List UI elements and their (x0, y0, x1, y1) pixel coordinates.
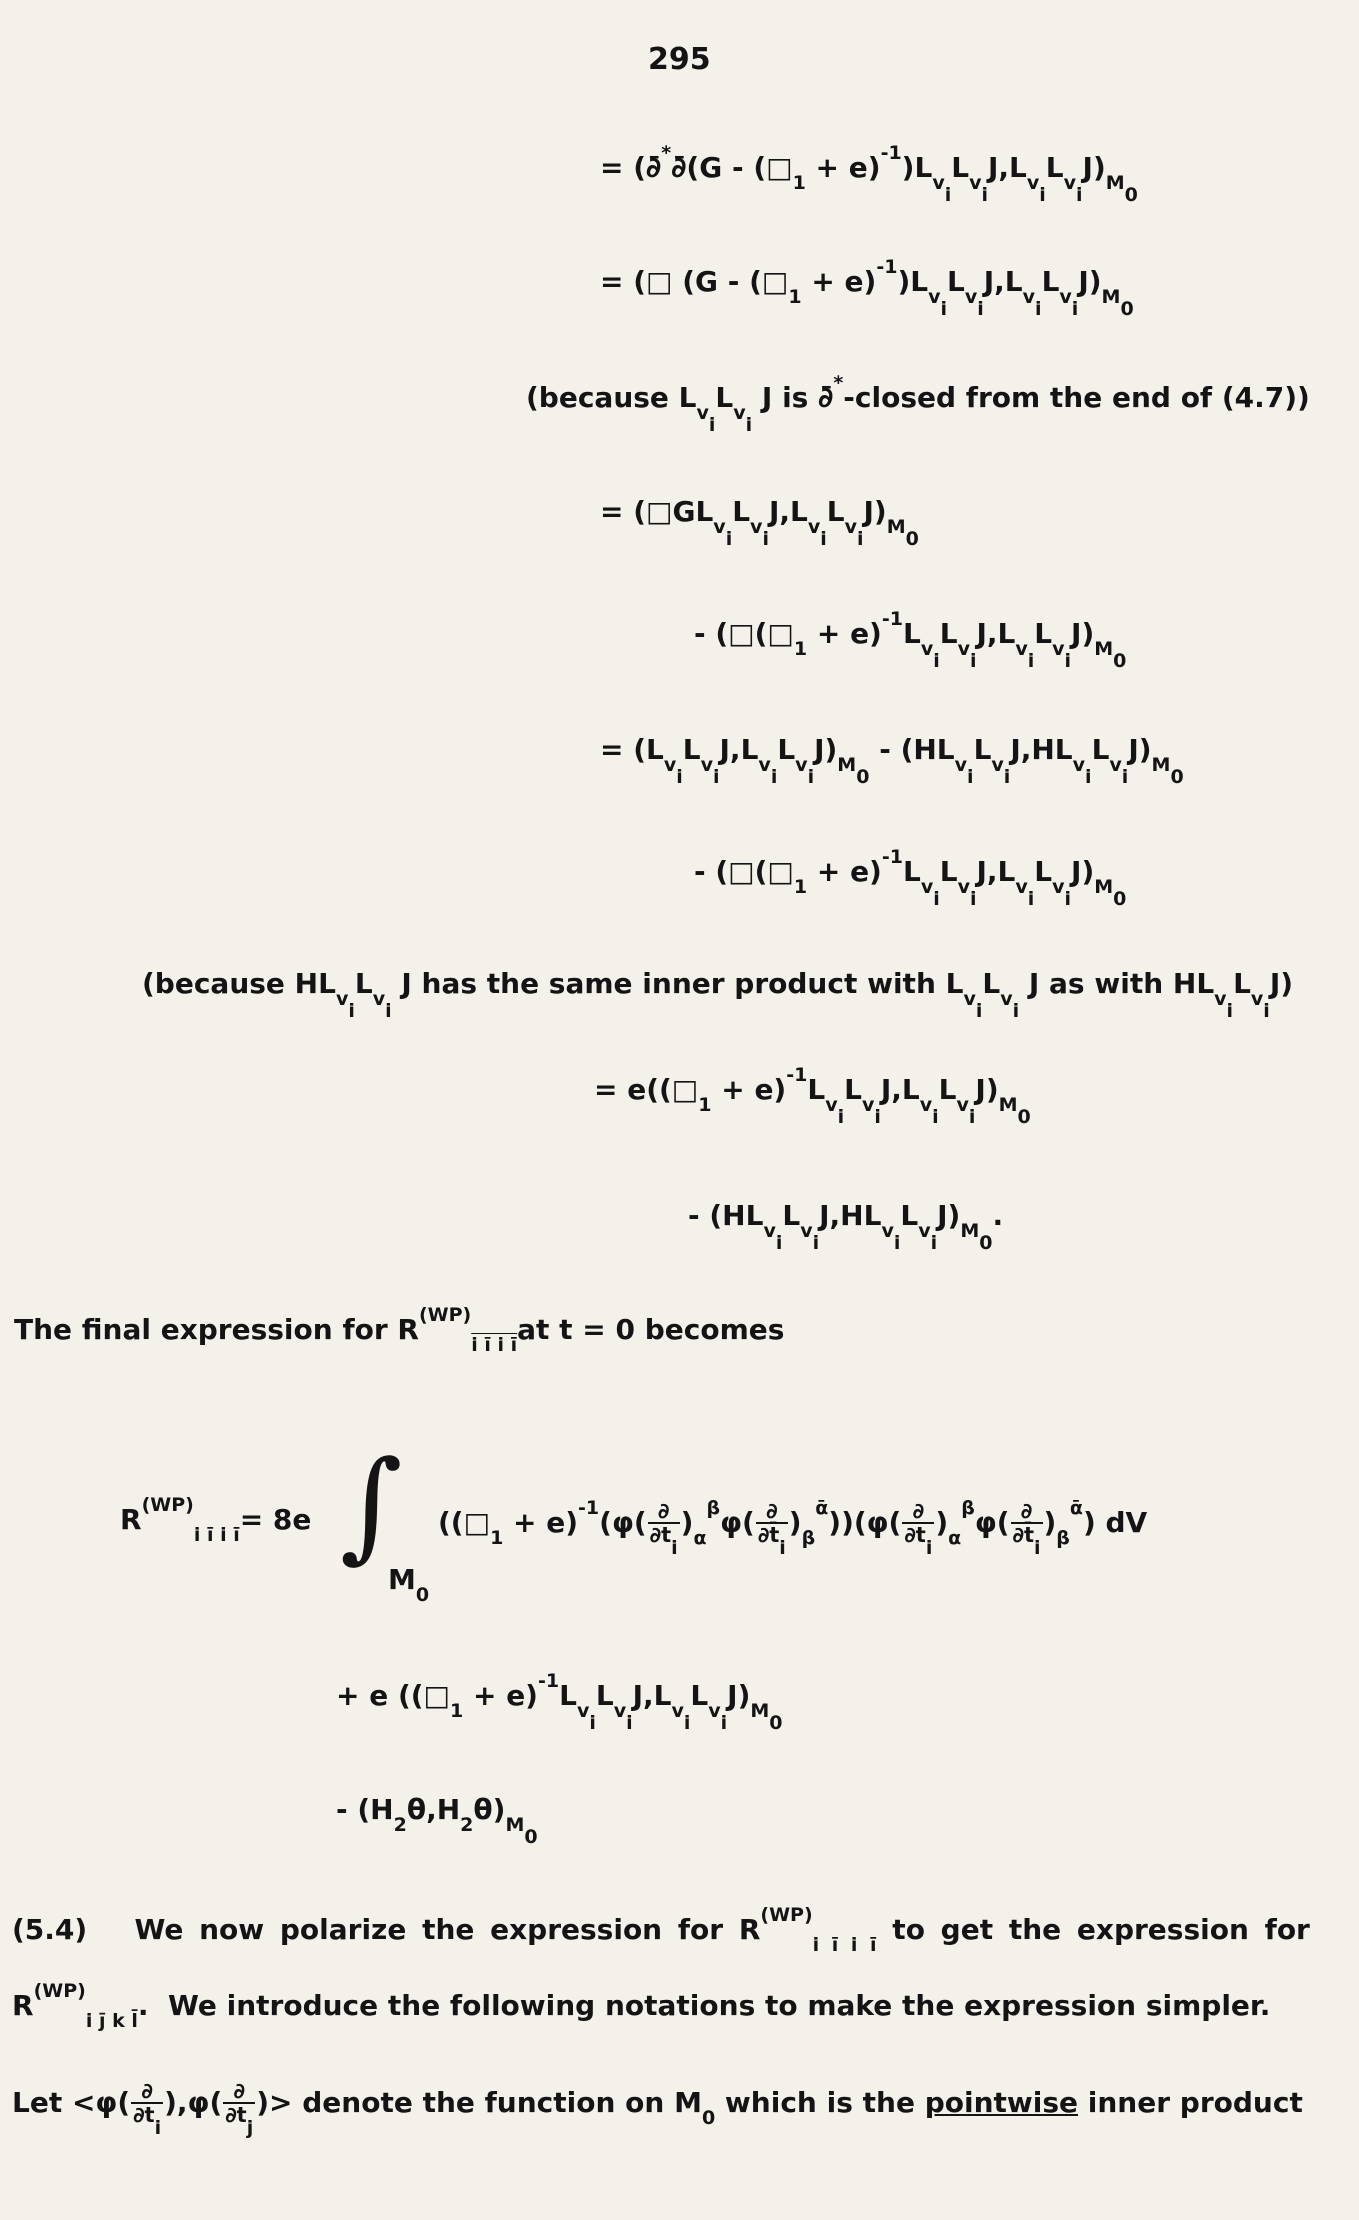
derivation-line-5: = $(L_{v_i}L_{v_i}J,L_{v_i}L_{v_i}J)_{M_0} - (HL_{v_i}L_{v_i}J,HL_{v_i}L_{v_i}J)_{M_0}$ (600, 733, 1184, 788)
final-formula-term-3: - $(H_2\theta,H_2\theta)_{M_0}$ (336, 1793, 538, 1848)
because-note-2: (because $HL_{v_i}L_{v_i}$ J has the same inner product with $L_{v_i}L_{v_i}$ J as with $HL_{v_i}L_{v_i}J$) (142, 967, 1294, 1022)
page-number: 295 (648, 42, 711, 77)
final-formula-label: $R^{(WP)}_{i ī i ī}= 8e$ (120, 1494, 312, 1546)
section-label: (5.4) (12, 1913, 88, 1946)
derivation-line-8: - $(HL_{v_i}L_{v_i}J,HL_{v_i}L_{v_i}J)_{M_0}$. (688, 1199, 1004, 1254)
section-5-4-line-3: Let <φ( $\frac{\partial}{\partial t_i}$ ),φ( $\frac{\partial}{\partial t_j}$ )> denote the function on $M_0$ which is the pointwise inner product (12, 2079, 1303, 2139)
derivation-line-2: = (□ $(G - (□_1 + e)^{-1})L_{v_i}L_{v_i}J,L_{v_i}L_{v_i}J)_{M_0}$ (600, 256, 1134, 320)
derivation-line-6: - $(□(□_1 + e)^{-1}L_{v_i}L_{v_i}J,L_{v_i}L_{v_i}J)_{M_0}$ (694, 846, 1127, 910)
integral-domain: $M_0$ (388, 1563, 430, 1606)
derivation-line-7: = $e((□_1 + e)^{-1}L_{v_i}L_{v_i}J,L_{v_i}L_{v_i}J)_{M_0}$ (594, 1064, 1031, 1128)
integral-sign: ∫ (340, 1436, 403, 1575)
because-note-1: (because $L_{v_i}L_{v_i}$ J is ∂̄*-closed from the end of (4.7)) (526, 372, 1310, 436)
section-5-4-line-2: $R^{(WP)}_{i j̄ k l̄}$. We introduce the following notations to make the expression simpler. (12, 1980, 1271, 2032)
derivation-line-3: = $(□GL_{v_i}L_{v_i}J,L_{v_i}L_{v_i}J)_{M_0}$ (600, 495, 919, 550)
final-expression-intro: The final expression for $R^{(WP)}_{i ī i ī}at$ t = 0 becomes (14, 1304, 785, 1356)
derivation-line-1: = (∂̄*∂̄(G - $(□_1 + e)^{-1})L_{v_i}L_{v_i}J,L_{v_i}L_{v_i}J)_{M_0}$ (600, 142, 1138, 206)
derivation-line-4: - $(□(□_1 + e)^{-1}L_{v_i}L_{v_i}J,L_{v_i}L_{v_i}J)_{M_0}$ (694, 608, 1127, 672)
integral-body: ($(□_1 + e)^{-1}(\varphi$( $\frac{\partial}{\partial t_i}$ )$_\alpha^\beta\varphi$( $\frac{\partial}{\partial t̄_i}$ )$_\beta^ᾱ))(\varphi$( $\frac{\partial}{\partial t_i}$ )$_\alpha^\beta\varphi$( $\frac{\partial}{\partial t̄_i}$ )$_\beta^ᾱ$) dV (438, 1497, 1148, 1559)
section-5-4-line-1: (5.4) We now polarize the expression for $R^{(WP)}_{i ī i ī}$ to get the expression for (12, 1904, 1310, 1956)
final-formula-term-2: + e $((□_1 + e)^{-1}L_{v_i}L_{v_i}J,L_{v_i}L_{v_i}J)_{M_0}$ (336, 1670, 783, 1734)
